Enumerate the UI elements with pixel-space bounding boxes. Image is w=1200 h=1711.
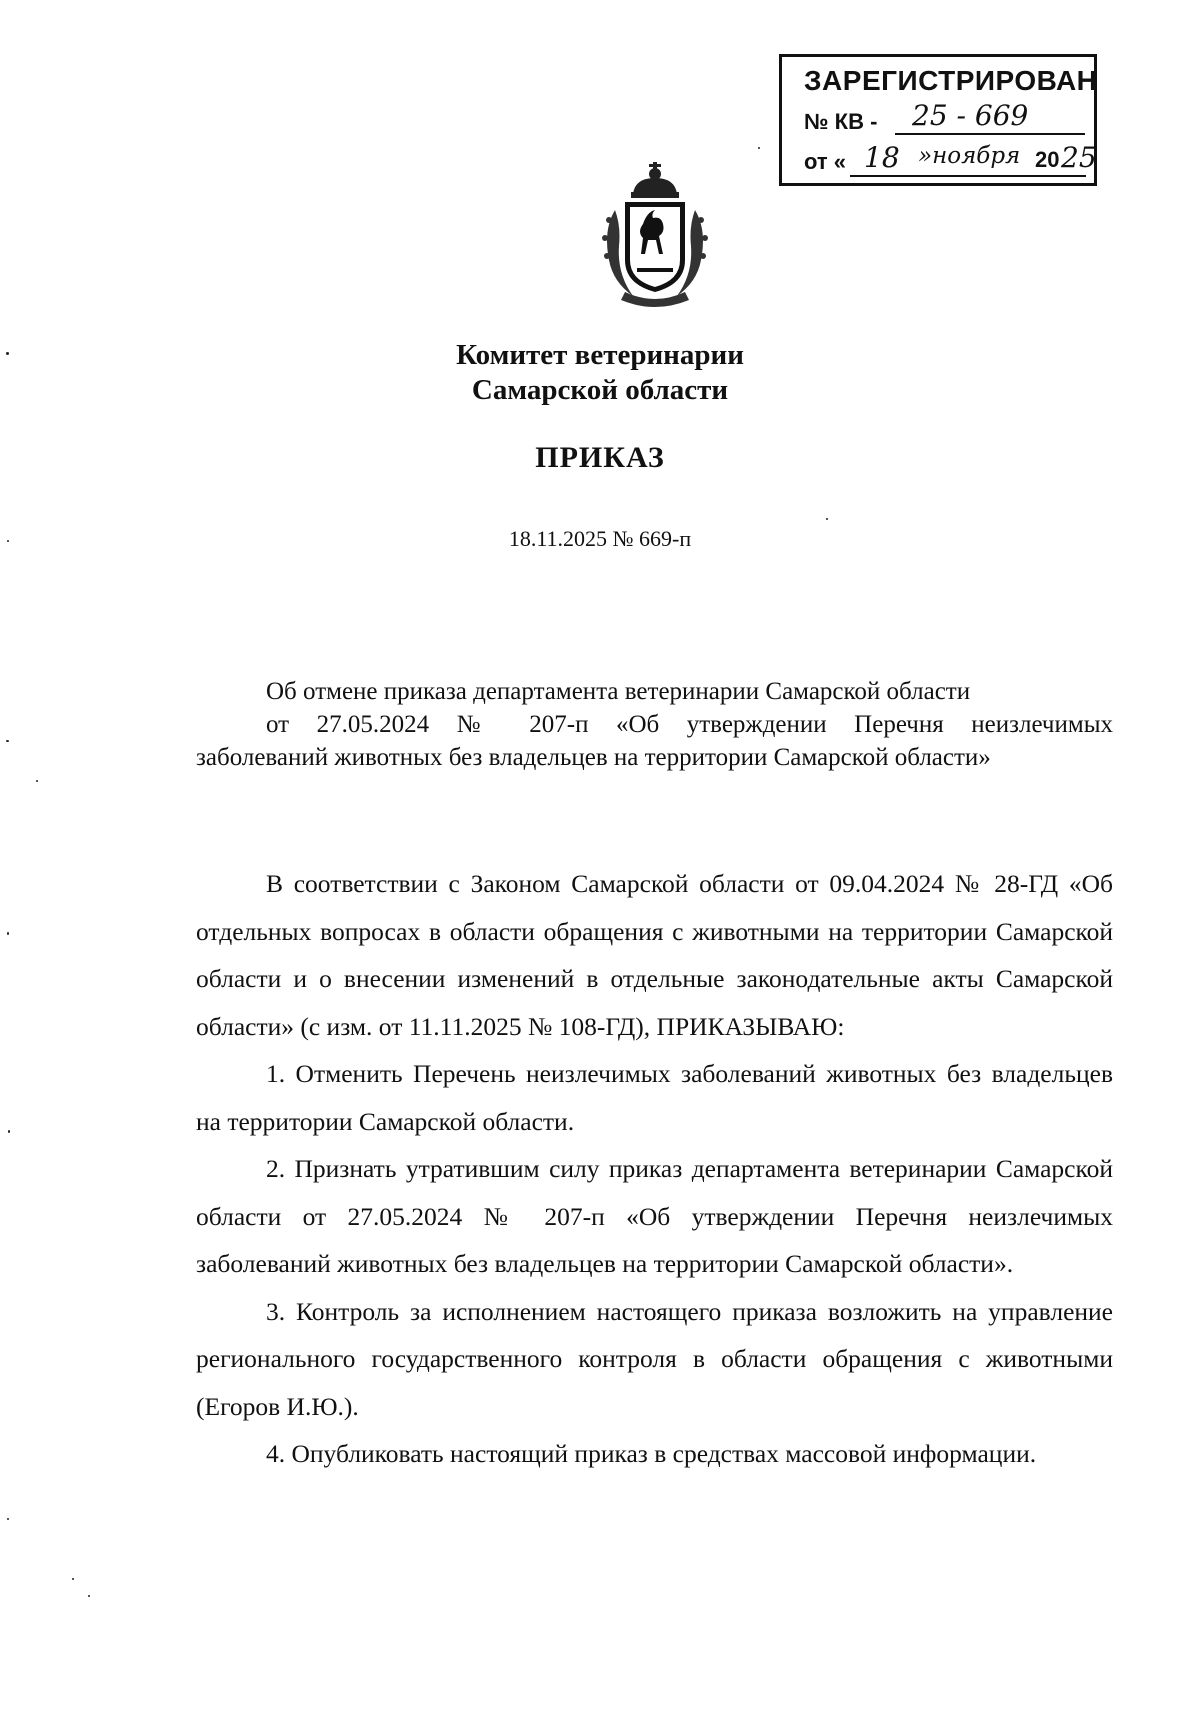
stamp-date-label: от « (804, 149, 847, 174)
organization-name (0, 338, 1200, 408)
stamp-number-underline (895, 133, 1085, 135)
document-type: ПРИКАЗ (535, 441, 665, 474)
order-item-1: 1. Отменить Перечень неизлечимых заболеваний животных без владельцев на территории Самарской области. (196, 1059, 1113, 1136)
order-item-3: 3. Контроль за исполнением настоящего приказа возложить на управление регионального государственного контроля в области обращения с животными (Егоров И.Ю.). (196, 1296, 1113, 1421)
title-line-1: Об отмене приказа департамента ветеринарии Самарской области (266, 678, 971, 705)
order-item-2: 2. Признать утратившим силу приказ департамента ветеринарии Самарской области от 27.05.2024 № 207-п «Об утверждении Перечня неизлечимых заболеваний животных без владельцев на территории Самарской области». (196, 1154, 1113, 1278)
registration-stamp (779, 54, 1097, 186)
title-line-3: заболеваний животных без владельцев на территории Самарской области» (196, 744, 991, 771)
title-line-2: от 27.05.2024 № 207-п «Об утверждении Перечня неизлечимых (266, 711, 1113, 738)
stamp-number-handwritten: 25 - 669 (912, 99, 1029, 132)
stamp-date-underline (850, 175, 1086, 177)
stamp-date-day-handwritten: 18 (864, 141, 900, 174)
stamp-date-month-handwritten: »ноября (918, 143, 1021, 169)
stamp-number-label: № КВ - (804, 109, 878, 134)
stamp-year-handwritten: 25 (1061, 141, 1097, 174)
document-date-number: 18.11.2025 № 669-п (508, 526, 692, 551)
order-item-4: 4. Опубликовать настоящий приказ в средствах массовой информации. (266, 1439, 1037, 1468)
stamp-title: ЗАРЕГИСТРИРОВАН (804, 65, 1098, 96)
organization-line-2: Самарской области (471, 374, 729, 406)
document-body (196, 860, 1113, 1478)
organization-line-1: Комитет ветеринарии (456, 339, 744, 371)
document-title (196, 675, 1113, 774)
preamble-paragraph: В соответствии с Законом Самарской области от 09.04.2024 № 28-ГД «Об отдельных вопросах в области обращения с животными на территории Самарской области и о внесении изменений в отдельные законодательные акты Самарской области» (с изм. от 11.11.2025 № 108-ГД), ПРИКАЗЫВАЮ: (196, 869, 1113, 1041)
coat-of-arms-icon (585, 160, 725, 310)
stamp-year-prefix: 20 (1035, 147, 1060, 172)
